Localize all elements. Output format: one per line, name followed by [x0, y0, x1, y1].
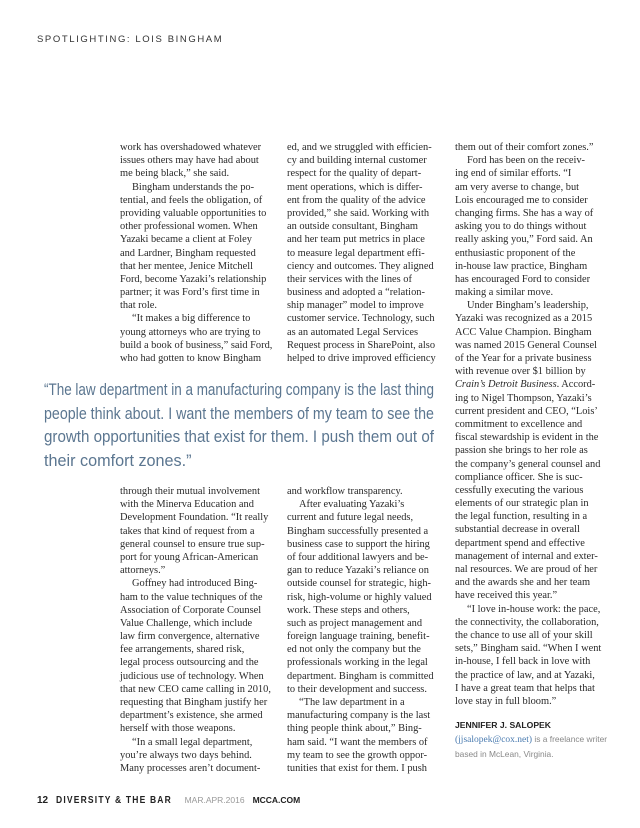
text-line: takes that kind of request from a — [120, 525, 255, 537]
text-line: Bingham understands the po- — [132, 181, 255, 193]
text-line: ment operations, which is differ- — [287, 181, 423, 193]
text-line: cessfully executing the various — [455, 484, 584, 496]
text-line: work has overshadowed whatever — [120, 142, 262, 153]
article-column — [120, 141, 278, 365]
text-line: Ford has been on the receiv- — [467, 155, 586, 167]
article-column — [455, 141, 613, 708]
text-line: ciency and outcomes. They aligned — [287, 260, 434, 272]
text-line: making a similar move. — [455, 287, 554, 299]
text-line: enthusiastic proponent of the — [455, 247, 576, 259]
text-line: the practice of law, and at Yazaki, — [455, 669, 595, 681]
text-line: asking you to do things without — [455, 221, 587, 233]
text-line: provided,” she said. Working with — [287, 207, 430, 219]
text-line: with revenue over $1 billion by — [455, 366, 586, 378]
text-line: with the Minerva Education and — [120, 499, 254, 511]
text-line: business and adopted a “relation- — [287, 287, 425, 299]
text-line: my team to see the growth oppor- — [287, 749, 428, 761]
text-line: you’re always two days behind. — [120, 749, 252, 761]
text-line: Request process in SharePoint, also — [287, 339, 436, 351]
pull-quote-line: their comfort zones.” — [44, 451, 192, 470]
text-line: tunities that exist for them. I push — [287, 762, 427, 774]
text-line: Yazaki was recognized as a 2015 — [455, 313, 593, 325]
pull-quote-line: people think about. I want the members of my team to see the — [44, 404, 434, 423]
page-footer — [37, 795, 300, 806]
text-line: ed not only the company but the — [287, 644, 421, 656]
pull-quote — [44, 379, 434, 473]
text-line: that new CEO came calling in 2010, — [120, 683, 271, 695]
text-line: passion she brings to her role as — [455, 445, 588, 457]
text-line: an outside consultant, Bingham — [287, 221, 419, 233]
text-line: thing people think about,” Bing- — [287, 723, 422, 735]
text-line: Development Foundation. “It really — [120, 512, 269, 524]
text-line: risk, high-volume or highly valued — [287, 591, 432, 603]
text-line: Many processes aren’t document- — [120, 762, 261, 774]
text-line: Bingham successfully presented a — [287, 525, 429, 537]
text-line: gan to reduce Yazaki’s reliance on — [287, 565, 429, 577]
text-line: build a book of business,” said Ford, — [120, 339, 273, 351]
text-line: and her team put metrics in place — [287, 234, 425, 246]
text-line: Value Challenge, which include — [120, 617, 253, 629]
text-line: management of internal and exter- — [455, 550, 598, 562]
text-line: as an automated Legal Services — [287, 326, 418, 338]
text-line: nal resources. We are proud of her — [455, 564, 598, 575]
text-line: legal process outsourcing and the — [120, 657, 259, 669]
text-line: port for young African-American — [120, 551, 259, 563]
text-line: helped to drive improved efficiency — [287, 353, 436, 364]
text-line: department’s existence, she armed — [120, 710, 263, 722]
website-link[interactable]: MCCA.COM — [252, 795, 301, 805]
text-line: current president and CEO, “Lois’ — [455, 405, 598, 417]
text-line: partner; it was Ford’s first time in — [120, 287, 260, 299]
text-line: cy and building internal customer — [287, 155, 427, 167]
text-line: “I love in-house work: the pace, — [467, 603, 601, 615]
text-line: ing end of similar efforts. “I — [455, 168, 572, 180]
text-line: Under Bingham’s leadership, — [467, 300, 589, 312]
author-bio — [455, 718, 615, 761]
text-line: herself with those weapons. — [120, 723, 236, 735]
text-line: compliance officer. She is suc- — [455, 471, 583, 483]
text-line: “In a small legal department, — [132, 736, 253, 748]
text-line: such as project management and — [287, 617, 423, 629]
text-line: am very averse to change, but — [455, 181, 580, 193]
text-line: fee arrangements, shared risk, — [120, 644, 245, 656]
text-line: ACC Value Champion. Bingham — [455, 326, 592, 338]
text-line: and the awards she and her team — [455, 577, 591, 589]
text-line: judicious use of technology. When — [120, 670, 264, 682]
text-line: department. Bingham is committed — [287, 670, 434, 682]
text-line: and workflow transparency. — [287, 486, 403, 497]
text-line: the legal function, resulting in a — [455, 511, 588, 523]
magazine-title: DIVERSITY & THE BAR — [56, 795, 173, 806]
text-line: work. These steps and others, — [287, 604, 410, 616]
pull-quote-line: “The law department in a manufacturing company is the last thing — [44, 381, 435, 399]
text-line: have received this year.” — [455, 590, 558, 602]
text-line: After evaluating Yazaki’s — [299, 499, 405, 511]
text-line: respect for the quality of depart- — [287, 168, 422, 180]
text-line: outside counsel for strategic, high- — [287, 578, 431, 590]
text-line: customer service. Technology, such — [287, 313, 435, 325]
text-line: issues others may have had about — [120, 155, 259, 167]
text-line: really asking you,” Ford said. An — [455, 234, 593, 246]
text-line: providing valuable opportunities to — [120, 207, 267, 219]
page-number: 12 — [37, 795, 49, 806]
section-label: SPOTLIGHTING: LOIS BINGHAM — [37, 34, 224, 45]
text-line: sets,” Bingham said. “When I went — [455, 643, 602, 655]
article-column — [287, 141, 445, 365]
text-line: ed, and we struggled with efficien- — [287, 142, 432, 153]
text-line: law firm convergence, alternative — [120, 631, 260, 643]
text-line: I have a great team that helps that — [455, 682, 595, 694]
text-line: the connectivity, the collaboration, — [455, 616, 599, 628]
text-line: commitment to excellence and — [455, 418, 583, 430]
pull-quote-line: growth opportunities that exist for them. I push them out of — [44, 428, 434, 446]
text-line: them out of their comfort zones.” — [455, 142, 594, 153]
text-line: of the Year for a private business — [455, 353, 592, 364]
text-line: Goffney had introduced Bing- — [132, 578, 258, 590]
text-line: “It makes a big difference to — [132, 313, 251, 325]
text-line: Ford, become Yazaki’s relationship — [120, 273, 267, 285]
text-line: manufacturing company is the last — [287, 710, 431, 722]
text-line: elements of our strategic plan in — [455, 498, 589, 510]
text-line: Yazaki became a client at Foley — [120, 234, 252, 246]
text-line: love stay in full bloom.” — [455, 695, 557, 707]
text-line: tential, and feels the obligation, of — [120, 194, 263, 206]
author-email-link[interactable]: (jjsalopek@cox.net) — [455, 735, 533, 745]
text-line: ent from the quality of the advice — [287, 194, 426, 206]
article-column — [287, 485, 445, 775]
text-line: has encouraged Ford to consider — [455, 273, 591, 285]
author-bio-text: is a freelance writer based in McLean, Virginia. — [455, 734, 608, 759]
text-line: the chance to use all of your skill — [455, 629, 593, 641]
text-line: fiscal stewardship is evident in the — [455, 432, 599, 444]
text-line: business case to support the hiring — [287, 538, 430, 550]
text-line: “The law department in a — [299, 697, 405, 708]
text-line: changing firms. She has a way of — [455, 207, 594, 219]
text-line: attorneys.” — [120, 565, 166, 577]
text-line: to measure legal department effi- — [287, 247, 425, 259]
article-column — [120, 485, 278, 775]
text-line: department spend and effective — [455, 537, 585, 549]
text-line: ham to the value techniques of the — [120, 591, 263, 603]
text-line: and Lardner, Bingham requested — [120, 247, 256, 259]
text-line: young attorneys who are trying to — [120, 326, 261, 338]
text-line: in-house law practice, Bingham — [455, 260, 588, 272]
text-line: general counsel to ensure true sup- — [120, 538, 265, 550]
text-line: other professional women. When — [120, 221, 258, 233]
text-line: Crain’s Detroit Business. Accord- — [455, 379, 596, 391]
text-line: professionals working in the legal — [287, 657, 428, 669]
text-line: substantial decrease in overall — [455, 524, 580, 536]
text-line: Lois encouraged me to consider — [455, 194, 588, 206]
text-line: requesting that Bingham justify her — [120, 697, 268, 708]
text-line: ship manager” model to improve — [287, 300, 424, 312]
text-line: who had gotten to know Bingham — [120, 353, 262, 364]
text-line: me being black,” she said. — [120, 168, 230, 180]
text-line: their services with the lines of — [287, 273, 412, 285]
text-line: of four additional lawyers and be- — [287, 551, 429, 563]
text-line: was named 2015 General Counsel — [455, 339, 597, 351]
text-line: ing to Nigel Thompson, Yazaki’s — [455, 392, 592, 404]
text-line: foreign language training, benefit- — [287, 631, 430, 643]
text-line: that role. — [120, 300, 157, 312]
text-line: in-house, I fell back in love with — [455, 656, 591, 668]
text-line: Association of Corporate Counsel — [120, 604, 262, 616]
text-line: the company’s general counsel and — [455, 458, 601, 470]
text-line: current and future legal needs, — [287, 512, 414, 524]
text-line: through their mutual involvement — [120, 486, 260, 497]
author-name: JENNIFER J. SALOPEK — [455, 720, 551, 730]
issue-date: MAR.APR.2016 — [184, 795, 245, 805]
text-line: that her mentee, Jenice Mitchell — [120, 260, 254, 272]
text-line: ham said. “I want the members of — [287, 736, 428, 748]
text-line: to their development and success. — [287, 683, 427, 695]
